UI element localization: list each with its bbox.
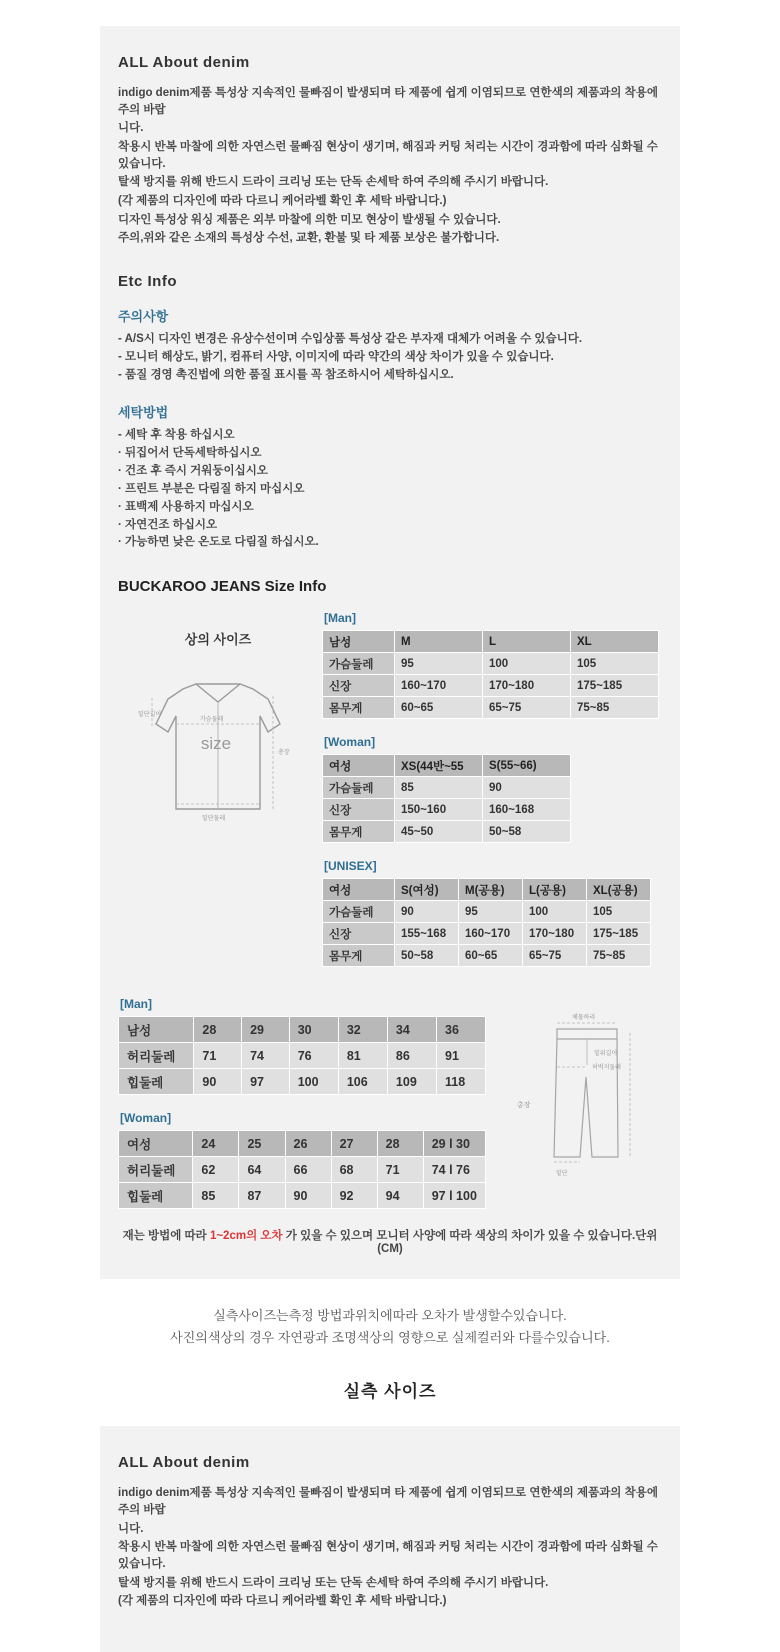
row-header: 허리둘레 bbox=[119, 1157, 193, 1183]
col-header: 28 bbox=[194, 1017, 242, 1043]
about-line: 디자인 특성상 워싱 제품은 외부 마찰에 의한 미모 현상이 발생될 수 있습니다. bbox=[118, 213, 501, 226]
svg-text:체물하리: 체물하리 bbox=[572, 1015, 596, 1022]
col-header: 여성 bbox=[119, 1131, 193, 1157]
pants-table-woman bbox=[118, 1130, 486, 1209]
cell: 74 bbox=[242, 1043, 290, 1069]
col-header: M bbox=[395, 631, 483, 653]
cell: 97 bbox=[242, 1069, 290, 1095]
cell: 85 bbox=[193, 1183, 239, 1209]
table-row bbox=[323, 755, 571, 777]
cell: 160~168 bbox=[483, 799, 571, 821]
col-header: 여성 bbox=[323, 755, 395, 777]
table-row bbox=[323, 697, 659, 719]
table-row bbox=[323, 923, 651, 945]
mid-note-line1: 실측사이즈는측정 방법과위치에따라 오차가 발생할수있습니다. bbox=[213, 1308, 567, 1324]
caution-item: - A/S시 디자인 변경은 유상수선이며 수입상품 특성상 같은 부자재 대체가 어려울 수 있습니다. bbox=[118, 333, 583, 346]
cell: 155~168 bbox=[395, 923, 459, 945]
washing-item: · 가능하면 낮은 온도로 다림질 하십시오. bbox=[118, 536, 319, 549]
col-header: 26 bbox=[285, 1131, 331, 1157]
about-line: indigo denim제품 특성상 지속적인 물빠짐이 발생되며 타 제품에 쉽게 이염되므로 연한색의 제품과의 착용에 주의 바랍 bbox=[118, 87, 658, 116]
cell: 90 bbox=[194, 1069, 242, 1095]
table-row bbox=[119, 1017, 486, 1043]
col-header: 24 bbox=[193, 1131, 239, 1157]
caution-item: - 품질 경영 촉진법에 의한 품질 표시를 꼭 참조하시어 세탁하십시오. bbox=[118, 368, 454, 381]
cell: 62 bbox=[193, 1157, 239, 1183]
about-line: 탈색 방지를 위해 반드시 드라이 크리닝 또는 단독 손세탁 하여 주의해 주시기 바랍니다. bbox=[118, 176, 549, 189]
mid-note bbox=[0, 1279, 780, 1359]
svg-text:총장: 총장 bbox=[278, 750, 290, 757]
actual-size-title: 실측 사이즈 bbox=[0, 1359, 780, 1426]
col-header: S(55~66) bbox=[483, 755, 571, 777]
cell: 71 bbox=[194, 1043, 242, 1069]
row-header: 몸무게 bbox=[323, 945, 395, 967]
cell: 160~170 bbox=[459, 923, 523, 945]
washing-item: · 뒤집어서 단독세탁하십시오 bbox=[118, 447, 262, 460]
group-label-man: [Man] bbox=[324, 611, 356, 626]
row-header: 신장 bbox=[323, 675, 395, 697]
about-denim-text-repeat bbox=[118, 1485, 662, 1610]
etc-info-title: Etc Info bbox=[118, 273, 177, 291]
top-illustration-title: 상의 사이즈 bbox=[184, 632, 252, 648]
cell: 74 l 76 bbox=[423, 1157, 485, 1183]
group-label-woman: [Woman] bbox=[324, 735, 376, 750]
cell: 91 bbox=[437, 1043, 486, 1069]
cell: 65~75 bbox=[483, 697, 571, 719]
cell: 170~180 bbox=[523, 923, 587, 945]
row-header: 신장 bbox=[323, 799, 395, 821]
pants-illustration-block bbox=[486, 997, 662, 1187]
bottom-tables bbox=[118, 997, 486, 1209]
col-header: 25 bbox=[239, 1131, 285, 1157]
col-header: 34 bbox=[387, 1017, 436, 1043]
cell: 68 bbox=[331, 1157, 377, 1183]
col-header: L bbox=[483, 631, 571, 653]
cell: 75~85 bbox=[587, 945, 651, 967]
col-header: XL bbox=[571, 631, 659, 653]
table-row bbox=[323, 901, 651, 923]
cell: 85 bbox=[395, 777, 483, 799]
cell: 175~185 bbox=[587, 923, 651, 945]
bottom-size-area bbox=[118, 997, 662, 1209]
top-tables bbox=[318, 611, 662, 967]
col-header: 36 bbox=[437, 1017, 486, 1043]
table-row bbox=[323, 799, 571, 821]
cell: 75~85 bbox=[571, 697, 659, 719]
note-prefix: 재는 방법에 따라 bbox=[122, 1230, 207, 1243]
row-header: 몸무게 bbox=[323, 697, 395, 719]
caution-heading: 주의사항 bbox=[118, 309, 169, 325]
about-denim-title-repeat: ALL About denim bbox=[118, 1454, 250, 1472]
cell: 50~58 bbox=[395, 945, 459, 967]
cell: 160~170 bbox=[395, 675, 483, 697]
about-line: (각 제품의 디자인에 따라 다르니 케어라벨 확인 후 세탁 바랍니다.) bbox=[118, 195, 447, 208]
info-panel-repeat bbox=[100, 1426, 680, 1652]
svg-text:허벅지둘레: 허벅지둘레 bbox=[592, 1065, 621, 1072]
row-header: 신장 bbox=[323, 923, 395, 945]
table-row bbox=[119, 1131, 486, 1157]
col-header: 29 l 30 bbox=[423, 1131, 485, 1157]
table-row bbox=[323, 777, 571, 799]
note-suffix: 가 있을 수 있으며 모니터 사양에 따라 색상의 차이가 있을 수 있습니다.단위(CM) bbox=[285, 1230, 658, 1256]
group-label-unisex: [UNISEX] bbox=[324, 859, 377, 874]
svg-text:가슴둘레: 가슴둘레 bbox=[200, 717, 224, 724]
about-line: (각 제품의 디자인에 따라 다르니 케어라벨 확인 후 세탁 바랍니다.) bbox=[118, 1595, 447, 1608]
about-line: indigo denim제품 특성상 지속적인 물빠짐이 발생되며 타 제품에 쉽게 이염되므로 연한색의 제품과의 착용에 주의 바랍 bbox=[118, 1487, 658, 1517]
row-header: 힙둘레 bbox=[119, 1069, 194, 1095]
cell: 94 bbox=[377, 1183, 423, 1209]
size-table-unisex bbox=[322, 878, 651, 967]
cell: 95 bbox=[395, 653, 483, 675]
svg-text:총장: 총장 bbox=[517, 1102, 531, 1110]
cell: 105 bbox=[571, 653, 659, 675]
col-header: 남성 bbox=[323, 631, 395, 653]
col-header: M(공용) bbox=[459, 879, 523, 901]
cell: 109 bbox=[387, 1069, 436, 1095]
cell: 150~160 bbox=[395, 799, 483, 821]
washing-item: · 표백제 사용하지 마십시오 bbox=[118, 500, 254, 513]
cell: 45~50 bbox=[395, 821, 483, 843]
col-header: 30 bbox=[289, 1017, 338, 1043]
top-illustration-block bbox=[118, 611, 318, 844]
col-header: 여성 bbox=[323, 879, 395, 901]
row-header: 가슴둘레 bbox=[323, 777, 395, 799]
about-line: 니다. bbox=[118, 1522, 144, 1535]
cell: 106 bbox=[338, 1069, 387, 1095]
cell: 105 bbox=[587, 901, 651, 923]
info-panel bbox=[100, 26, 680, 1279]
cell: 65~75 bbox=[523, 945, 587, 967]
cell: 175~185 bbox=[571, 675, 659, 697]
col-header: 남성 bbox=[119, 1017, 194, 1043]
about-line: 니다. bbox=[118, 122, 144, 135]
washing-item: - 세탁 후 착용 하십시오 bbox=[118, 429, 235, 442]
col-header: 29 bbox=[242, 1017, 290, 1043]
about-line: 주의,위와 같은 소재의 특성상 수선, 교환, 환불 및 타 제품 보상은 불가합니다. bbox=[118, 232, 500, 245]
cell: 100 bbox=[523, 901, 587, 923]
table-row bbox=[323, 631, 659, 653]
svg-text:size: size bbox=[200, 734, 232, 754]
svg-text:밑단: 밑단 bbox=[556, 1171, 568, 1178]
table-row bbox=[119, 1157, 486, 1183]
about-line: 착용시 반복 마찰에 의한 자연스런 물빠짐 현상이 생기며, 해짐과 커팅 처리는 시간이 경과함에 따라 심화될 수 있습니다. bbox=[118, 1541, 658, 1571]
size-table-woman bbox=[322, 754, 571, 843]
about-denim-text bbox=[118, 85, 662, 247]
col-header: 27 bbox=[331, 1131, 377, 1157]
top-size-area bbox=[118, 611, 662, 967]
col-header: S(여성) bbox=[395, 879, 459, 901]
caution-list bbox=[118, 331, 662, 384]
table-row bbox=[119, 1043, 486, 1069]
svg-text:밑위길이: 밑위길이 bbox=[594, 1051, 618, 1058]
row-header: 허리둘레 bbox=[119, 1043, 194, 1069]
cell: 170~180 bbox=[483, 675, 571, 697]
table-row bbox=[323, 945, 651, 967]
bottom-group-label-woman: [Woman] bbox=[120, 1111, 172, 1126]
cell: 90 bbox=[395, 901, 459, 923]
size-info-title: BUCKAROO JEANS Size Info bbox=[118, 578, 327, 596]
washing-list bbox=[118, 427, 662, 552]
bottom-group-label-man: [Man] bbox=[120, 997, 152, 1012]
cell: 60~65 bbox=[459, 945, 523, 967]
about-line: 탈색 방지를 위해 반드시 드라이 크리닝 또는 단독 손세탁 하여 주의해 주시기 바랍니다. bbox=[118, 1576, 549, 1589]
row-header: 가슴둘레 bbox=[323, 653, 395, 675]
washing-item: · 자연건조 하십시오 bbox=[118, 518, 218, 531]
mid-note-line2: 사진의색상의 경우 자연광과 조명색상의 영향으로 실제컬러와 다를수있습니다. bbox=[170, 1330, 610, 1346]
table-row bbox=[323, 675, 659, 697]
cell: 71 bbox=[377, 1157, 423, 1183]
table-row bbox=[323, 653, 659, 675]
pants-diagram-icon bbox=[512, 1007, 662, 1187]
cell: 50~58 bbox=[483, 821, 571, 843]
cell: 118 bbox=[437, 1069, 486, 1095]
table-row bbox=[119, 1183, 486, 1209]
washing-heading: 세탁방법 bbox=[118, 405, 169, 421]
jacket-diagram-icon bbox=[128, 654, 308, 844]
cell: 66 bbox=[285, 1157, 331, 1183]
cell: 100 bbox=[289, 1069, 338, 1095]
row-header: 몸무게 bbox=[323, 821, 395, 843]
col-header: L(공용) bbox=[523, 879, 587, 901]
washing-item: · 건조 후 즉시 거워둥이십시오 bbox=[118, 465, 268, 478]
table-row bbox=[323, 821, 571, 843]
col-header: 28 bbox=[377, 1131, 423, 1157]
caution-item: - 모니터 해상도, 밝기, 컴퓨터 사양, 이미지에 따라 약간의 색상 차이가 있을 수 있습니다. bbox=[118, 350, 554, 363]
top-spacer bbox=[0, 0, 780, 26]
cell: 92 bbox=[331, 1183, 377, 1209]
svg-text:밑단둘레: 밑단둘레 bbox=[202, 816, 226, 823]
cell: 95 bbox=[459, 901, 523, 923]
row-header: 힙둘레 bbox=[119, 1183, 193, 1209]
row-header: 가슴둘레 bbox=[323, 901, 395, 923]
cell: 87 bbox=[239, 1183, 285, 1209]
about-denim-title: ALL About denim bbox=[118, 54, 250, 71]
cell: 81 bbox=[338, 1043, 387, 1069]
cell: 90 bbox=[285, 1183, 331, 1209]
col-header: 32 bbox=[338, 1017, 387, 1043]
note-highlight: 1~2cm의 오차 bbox=[209, 1230, 283, 1243]
cell: 76 bbox=[289, 1043, 338, 1069]
measurement-note bbox=[118, 1227, 662, 1255]
cell: 90 bbox=[483, 777, 571, 799]
table-row bbox=[119, 1069, 486, 1095]
col-header: XS(44반~55 bbox=[395, 755, 483, 777]
col-header: XL(공용) bbox=[587, 879, 651, 901]
cell: 64 bbox=[239, 1157, 285, 1183]
washing-item: · 프린트 부분은 다림질 하지 마십시오 bbox=[118, 482, 305, 495]
about-line: 착용시 반복 마찰에 의한 자연스런 물빠짐 현상이 생기며, 해짐과 커팅 처리는 시간이 경과함에 따라 심화될 수 있습니다. bbox=[118, 141, 658, 170]
cell: 97 l 100 bbox=[423, 1183, 485, 1209]
table-row bbox=[323, 879, 651, 901]
cell: 100 bbox=[483, 653, 571, 675]
cell: 86 bbox=[387, 1043, 436, 1069]
size-table-man bbox=[322, 630, 659, 719]
cell: 60~65 bbox=[395, 697, 483, 719]
pants-table-man bbox=[118, 1016, 486, 1095]
svg-text:밑단길이: 밑단길이 bbox=[138, 712, 162, 719]
